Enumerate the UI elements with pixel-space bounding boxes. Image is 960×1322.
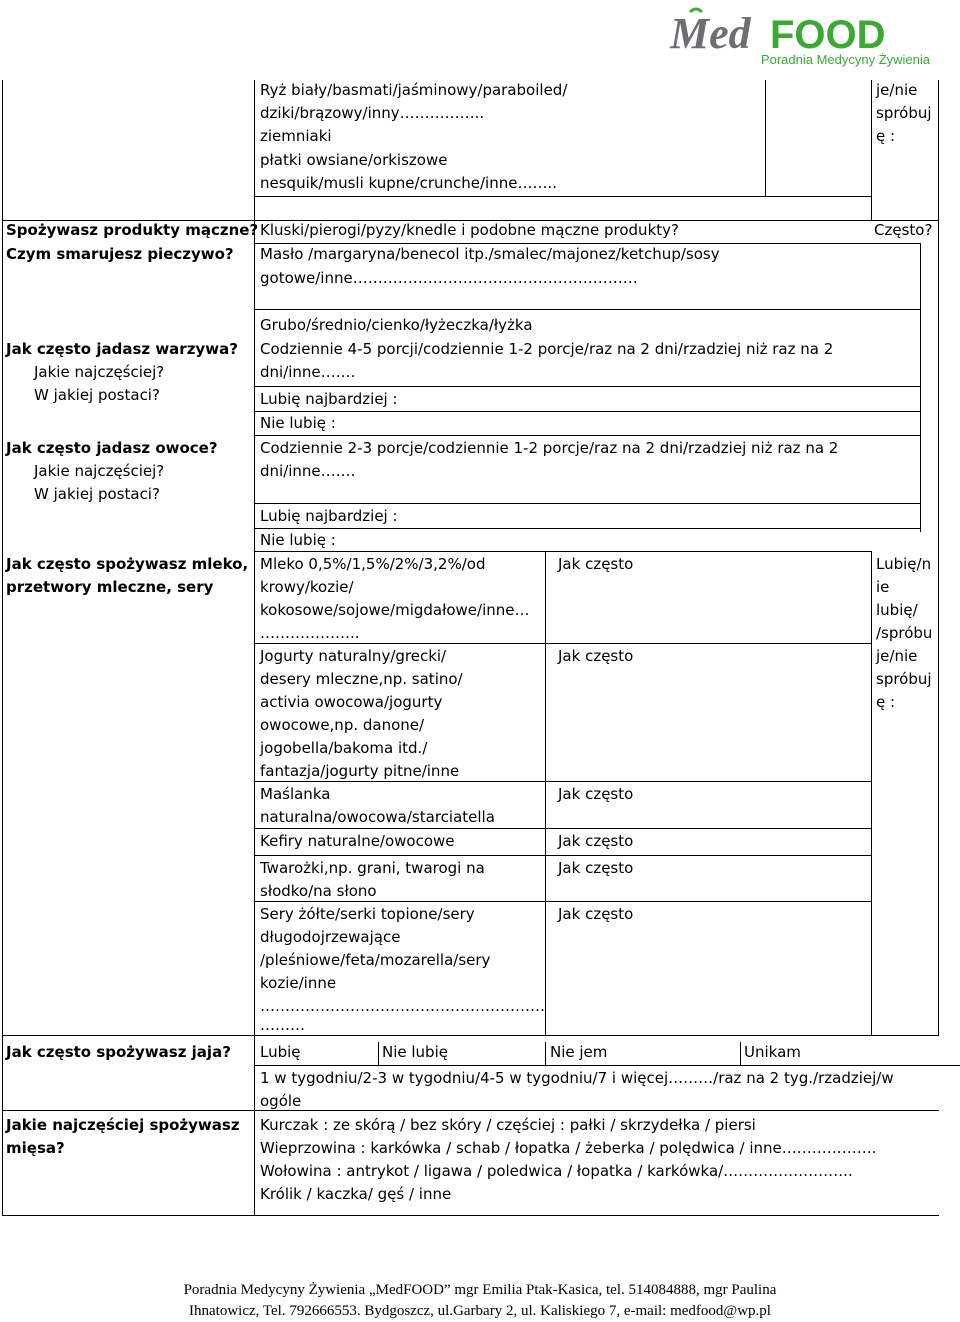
grains-right-1: je/nie <box>876 81 918 99</box>
dairy-kefir-line-1: Kefiry naturalne/owocowe <box>260 832 455 850</box>
eggs-question: Jak często spożywasz jaja? <box>6 1043 231 1061</box>
dairy-right-6: spróbuj <box>876 670 932 688</box>
fruit-dislike: Nie lubię : <box>260 531 336 549</box>
dairy-cottage-line-1: Twarożki,np. grani, twarogi na <box>260 859 485 877</box>
veg-question: Jak często jadasz warzywa? <box>6 340 238 358</box>
meat-chicken: Kurczak : ze skórą / bez skóry / częściej : pałki / skrzydełka / piersi <box>260 1116 756 1134</box>
fruit-freq-line-1: Codziennie 2-3 porcje/codziennie 1-2 porcje/raz na 2 dni/rzadziej niż raz na 2 <box>260 439 839 457</box>
eggs-option-dislike: Nie lubię <box>382 1043 448 1061</box>
dairy-yogurt-often: Jak często <box>558 647 634 665</box>
flour-question: Spożywasz produkty mączne? <box>6 221 259 239</box>
eggs-freq-line-2: ogóle <box>260 1092 302 1110</box>
dairy-right-7: ę : <box>876 693 896 711</box>
dairy-yogurt-line-1: Jogurty naturalny/grecki/ <box>260 647 447 665</box>
dairy-right-1: Lubię/n <box>876 555 932 573</box>
dairy-cottage-often: Jak często <box>558 859 634 877</box>
veg-like: Lubię najbardziej : <box>260 390 398 408</box>
veg-dislike: Nie lubię : <box>260 414 336 432</box>
footer-line-2: Ihnatowicz, Tel. 792666553. Bydgoszcz, ul.Garbary 2, ul. Kaliskiego 7, e-mail: medfood@wp.pl <box>189 1303 771 1319</box>
veg-form-options: Grubo/średnio/cienko/łyżeczka/łyżka <box>260 316 533 334</box>
dairy-milk-line-3: kokosowe/sojowe/migdałowe/inne… <box>260 601 530 619</box>
dairy-buttermilk-often: Jak często <box>558 785 634 803</box>
dairy-yogurt-line-2: desery mleczne,np. satino/ <box>260 670 463 688</box>
dairy-buttermilk-line-1: Maślanka <box>260 785 331 803</box>
dairy-milk-line-2: krowy/kozie/ <box>260 578 354 596</box>
dairy-milk-often: Jak często <box>558 555 634 573</box>
grains-line-1: Ryż biały/basmati/jaśminowy/paraboiled/ <box>260 81 568 99</box>
dairy-yogurt-line-6: fantazja/jogurty pitne/inne <box>260 762 460 780</box>
dairy-cheese-line-5: ………………………………………………… <box>260 997 545 1015</box>
grains-line-5: nesquik/musli kupne/crunche/inne…….. <box>260 174 557 192</box>
dairy-right-3: lubię/ <box>876 601 918 619</box>
grains-line-3: ziemniaki <box>260 127 332 145</box>
eggs-option-dont-eat: Nie jem <box>550 1043 608 1061</box>
dairy-cheese-line-3: /pleśniowe/feta/mozarella/sery <box>260 951 491 969</box>
veg-form-question: W jakiej postaci? <box>34 386 160 404</box>
dairy-right-5: je/nie <box>876 647 918 665</box>
logo-tagline: Poradnia Medycyny Żywienia <box>760 52 930 67</box>
dairy-buttermilk-line-2: naturalna/owocowa/starciatella <box>260 808 495 826</box>
flour-frequency: Często? <box>874 221 933 239</box>
dairy-milk-line-4: ……………….. <box>260 624 360 642</box>
dairy-milk-line-1: Mleko 0,5%/1,5%/2%/3,2%/od <box>260 555 486 573</box>
logo-food-text: FOOD <box>770 13 886 57</box>
dairy-yogurt-line-3: activia owocowa/jogurty <box>260 693 443 711</box>
eggs-option-like: Lubię <box>260 1043 301 1061</box>
eggs-freq-line-1: 1 w tygodniu/2-3 w tygodniu/4-5 w tygodniu/7 i więcej………/raz na 2 tyg./rzadziej/w <box>260 1069 894 1087</box>
meat-question-line-2: mięsa? <box>6 1139 65 1157</box>
eggs-option-avoid: Unikam <box>744 1043 801 1061</box>
fruit-freq-line-2: dni/inne……. <box>260 462 356 480</box>
grains-right-2: spróbuj <box>876 104 932 122</box>
bread-question: Czym smarujesz pieczywo? <box>6 245 234 263</box>
dairy-question-line-2: przetwory mleczne, sery <box>6 578 214 596</box>
logo-med-text: Med <box>670 9 751 58</box>
bread-line-1: Masło /margaryna/benecol itp./smalec/majonez/ketchup/sosy <box>260 245 720 263</box>
footer-line-1: Poradnia Medycyny Żywienia „MedFOOD” mgr Emilia Ptak-Kasica, tel. 514084888, mgr Paulina <box>183 1282 777 1298</box>
dairy-cheese-line-4: kozie/inne <box>260 974 337 992</box>
fruit-most-often: Jakie najczęściej? <box>34 462 165 480</box>
dairy-right-4: /spróbu <box>876 624 933 642</box>
medfood-logo <box>668 4 938 68</box>
dairy-cottage-line-2: słodko/na słono <box>260 882 377 900</box>
medfood-logo-art <box>668 4 938 68</box>
bread-line-2: gotowe/inne………………………………………………… <box>260 269 638 287</box>
flour-text: Kluski/pierogi/pyzy/knedle i podobne mączne produkty? <box>260 221 679 239</box>
dairy-cheese-line-6: ……… <box>260 1016 305 1034</box>
grains-line-2: dziki/brązowy/inny…………….. <box>260 104 485 122</box>
fruit-form-question: W jakiej postaci? <box>34 485 160 503</box>
dairy-question-line-1: Jak często spożywasz mleko, <box>6 555 249 573</box>
meat-pork: Wieprzowina : karkówka / schab / łopatka / żeberka / polędwica / inne………………. <box>260 1139 877 1157</box>
grains-right-3: ę : <box>876 127 896 145</box>
fruit-question: Jak często jadasz owoce? <box>6 439 218 457</box>
dairy-kefir-often: Jak często <box>558 832 634 850</box>
dairy-cheese-line-2: długodojrzewające <box>260 928 401 946</box>
dairy-cheese-often: Jak często <box>558 905 634 923</box>
meat-question-line-1: Jakie najczęściej spożywasz <box>6 1116 240 1134</box>
dairy-yogurt-line-4: owocowe,np. danone/ <box>260 716 425 734</box>
meat-beef: Wołowina : antrykot / ligawa / poledwica / łopatka / karkówka/…………………….. <box>260 1162 853 1180</box>
veg-freq-line-2: dni/inne……. <box>260 363 356 381</box>
meat-other: Królik / kaczka/ gęś / inne <box>260 1185 452 1203</box>
dairy-cheese-line-1: Sery żółte/serki topione/sery <box>260 905 475 923</box>
grains-line-4: płatki owsiane/orkiszowe <box>260 151 448 169</box>
veg-most-often: Jakie najczęściej? <box>34 363 165 381</box>
dairy-yogurt-line-5: jogobella/bakoma itd./ <box>260 739 428 757</box>
veg-freq-line-1: Codziennie 4-5 porcji/codziennie 1-2 porcje/raz na 2 dni/rzadziej niż raz na 2 <box>260 340 834 358</box>
fruit-like: Lubię najbardziej : <box>260 507 398 525</box>
dairy-right-2: ie <box>876 578 890 596</box>
